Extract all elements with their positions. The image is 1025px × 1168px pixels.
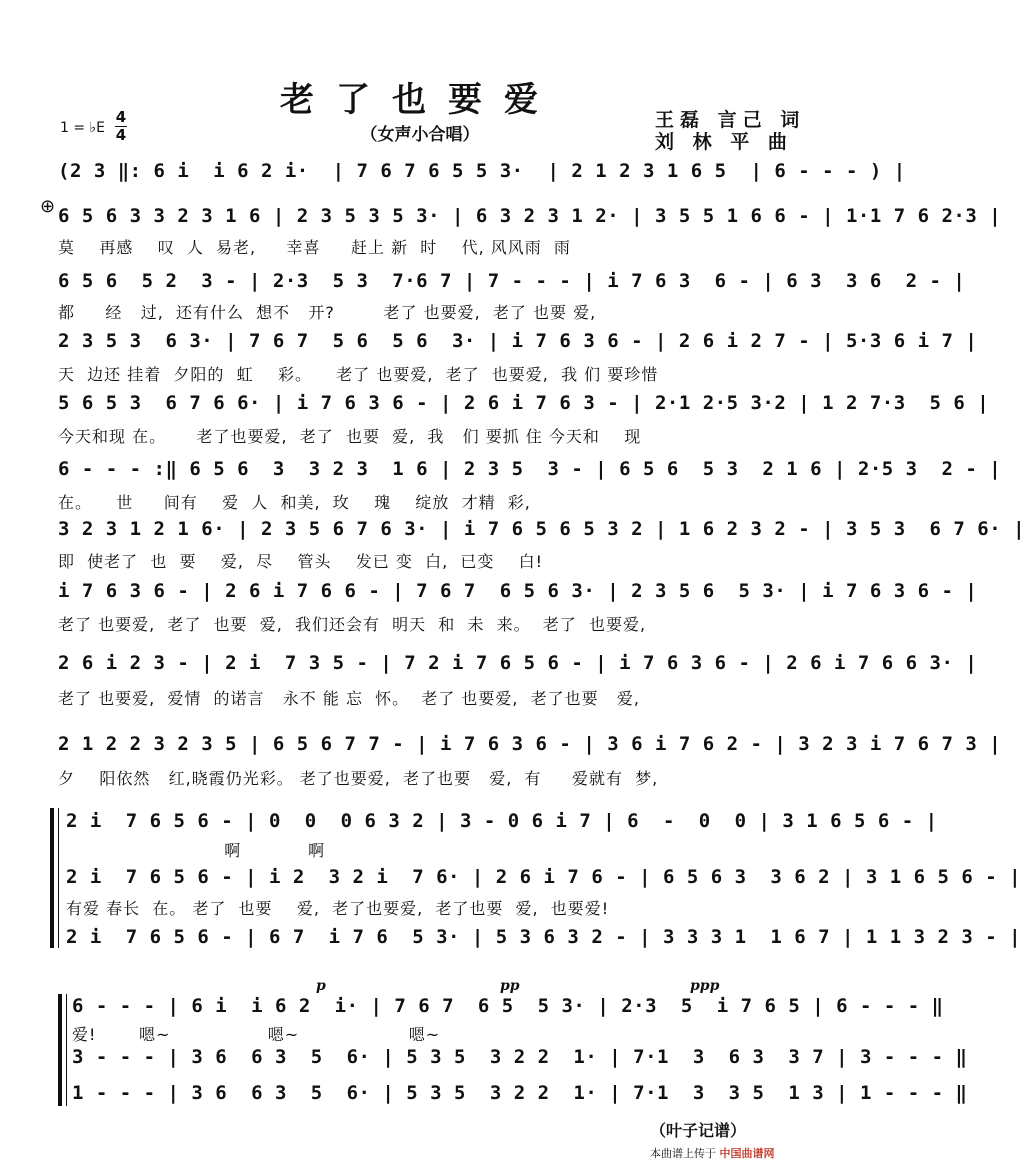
composer-credit: 刘 林 平 曲 bbox=[655, 131, 793, 153]
lyric-line-soprano: 爱! 嗯~ 嗯~ 嗯~ bbox=[72, 1025, 441, 1044]
notation-line: (2 3 ‖: 6 i i 6 2 i· | 7 6 7 6 5 5 3· | 2 1 2 3 1 6 5 | 6 - - - ) | bbox=[58, 160, 906, 182]
dynamic-ppp: ppp bbox=[690, 978, 720, 994]
lyric-line: 今天和现 在。 老了也要爱, 老了 也要 爱, 我 们 要抓 住 今天和 现 bbox=[58, 427, 642, 446]
lyric-line: 天 边还 挂着 夕阳的 虹 彩。 老了 也要爱, 老了 也要爱, 我 们 要珍惜 bbox=[58, 365, 659, 384]
lyric-line: 即 使老了 也 要 爱, 尽 管头 发已 变 白, 已变 白! bbox=[58, 552, 544, 571]
dynamic-p: p bbox=[316, 978, 326, 994]
notation-line: 6 5 6 5 2 3 - | 2·3 5 3 7·6 7 | 7 - - - | i 7 6 3 6 - | 6 3 3 6 2 - | bbox=[58, 270, 966, 292]
notation-line: 6 5 6 3 3 2 3 1 6 | 2 3 5 3 5 3· | 6 3 2 3 1 2· | 3 5 5 1 6 6 - | 1·1 7 6 2·3 | bbox=[58, 205, 1002, 227]
notation-line-third: 2 i 7 6 5 6 - | 6 7 i 7 6 5 3· | 5 3 6 3 2 - | 3 3 3 1 1 6 7 | 1 1 3 2 3 - | bbox=[66, 926, 1022, 948]
time-signature bbox=[115, 110, 127, 143]
lyric-line: 夕 阳依然 红,晓霞仍光彩。 老了也要爱, 老了也要 爱, 有 爱就有 梦, bbox=[58, 769, 659, 788]
score-bracket-line bbox=[58, 808, 59, 948]
coda-sign-icon: ⊕ bbox=[40, 196, 56, 217]
footer-text: 本曲谱上传于 bbox=[650, 1147, 716, 1160]
site-footer bbox=[650, 1145, 775, 1161]
notation-line: i 7 6 3 6 - | 2 6 i 7 6 6 - | 7 6 7 6 5 6 3· | 2 3 5 6 5 3· | i 7 6 3 6 - | bbox=[58, 580, 978, 602]
meter-top: 4 bbox=[115, 108, 127, 126]
score-bracket bbox=[50, 808, 54, 948]
lyric-line-alto: 有爱 春长 在。 老了 也要 爱, 老了也要爱, 老了也要 爱, 也要爱! bbox=[66, 899, 610, 918]
lyric-line-soprano: 啊 啊 bbox=[66, 841, 326, 860]
notation-line: 3 2 3 1 2 1 6· | 2 3 5 6 7 6 3· | i 7 6 5 6 5 3 2 | 1 6 2 3 2 - | 3 5 3 6 7 6· | bbox=[58, 518, 1025, 540]
notation-line-third: 1 - - - | 3 6 6 3 5 6· | 5 3 5 3 2 2 1· | 7·1 3 3 5 1 3 | 1 - - - ‖ bbox=[72, 1082, 968, 1104]
notation-line: 6 - - - :‖ 6 5 6 3 3 2 3 1 6 | 2 3 5 3 - | 6 5 6 5 3 2 1 6 | 2·5 3 2 - | bbox=[58, 458, 1002, 480]
lyric-line: 老了 也要爱, 老了 也要 爱, 我们还会有 明天 和 未 来。 老了 也要爱, bbox=[58, 615, 647, 634]
lyric-line: 都 经 过, 还有什么 想不 开? 老了 也要爱, 老了 也要 爱, bbox=[58, 303, 597, 322]
notation-line-soprano: 6 - - - | 6 i i 6 2 i· | 7 6 7 6 5 5 3· | 2·3 5 i 7 6 5 | 6 - - - ‖ bbox=[72, 995, 944, 1017]
score-bracket bbox=[58, 994, 62, 1106]
key-signature: 1 = ♭E bbox=[60, 120, 105, 136]
transcriber-credit: （叶子记谱） bbox=[650, 1121, 747, 1140]
notation-line-alto: 2 i 7 6 5 6 - | i 2 3 2 i 7 6· | 2 6 i 7 6 - | 6 5 6 3 3 6 2 | 3 1 6 5 6 - | bbox=[66, 866, 1022, 888]
lyric-line: 老了 也要爱, 爱情 的诺言 永不 能 忘 怀。 老了 也要爱, 老了也要 爱, bbox=[58, 689, 640, 708]
lyric-line: 莫 再感 叹 人 易老, 幸喜 赶上 新 时 代, 风风雨 雨 bbox=[58, 238, 571, 257]
notation-line: 2 3 5 3 6 3· | 7 6 7 5 6 5 6 3· | i 7 6 3 6 - | 2 6 i 2 7 - | 5·3 6 i 7 | bbox=[58, 330, 978, 352]
lyric-line: 在。 世 间有 爱 人 和美, 玫 瑰 绽放 才精 彩, bbox=[58, 493, 531, 512]
notation-line-alto: 3 - - - | 3 6 6 3 5 6· | 5 3 5 3 2 2 1· | 7·1 3 6 3 3 7 | 3 - - - ‖ bbox=[72, 1046, 968, 1068]
notation-line: 2 1 2 2 3 2 3 5 | 6 5 6 7 7 - | i 7 6 3 6 - | 3 6 i 7 6 2 - | 3 2 3 i 7 6 7 3 | bbox=[58, 733, 1002, 755]
dynamic-pp: pp bbox=[500, 978, 520, 994]
footer-brand-link[interactable]: 中国曲谱网 bbox=[719, 1147, 775, 1160]
notation-line: 2 6 i 2 3 - | 2 i 7 3 5 - | 7 2 i 7 6 5 6 - | i 7 6 3 6 - | 2 6 i 7 6 6 3· | bbox=[58, 652, 978, 674]
notation-line: 5 6 5 3 6 7 6 6· | i 7 6 3 6 - | 2 6 i 7 6 3 - | 2·1 2·5 3·2 | 1 2 7·3 5 6 | bbox=[58, 392, 990, 414]
meter-bottom: 4 bbox=[115, 126, 127, 144]
song-subtitle: （女声小合唱） bbox=[360, 125, 480, 145]
notation-line-soprano: 2 i 7 6 5 6 - | 0 0 0 6 3 2 | 3 - 0 6 i 7 | 6 - 0 0 | 3 1 6 5 6 - | bbox=[66, 810, 938, 832]
song-title: 老了也要爱 bbox=[280, 80, 560, 120]
lyricist-credit: 王磊 言己 词 bbox=[655, 109, 806, 131]
score-bracket-line bbox=[66, 994, 67, 1106]
